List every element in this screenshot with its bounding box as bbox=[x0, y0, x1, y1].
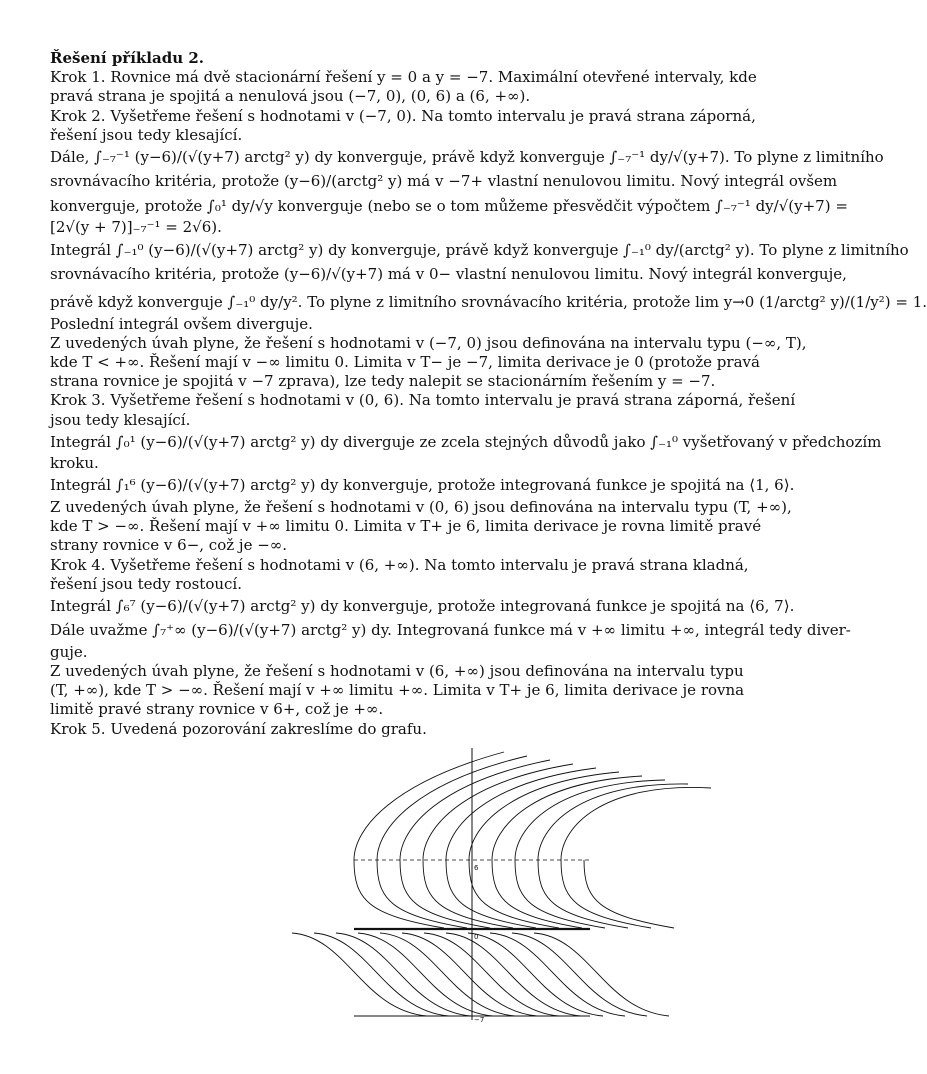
text-line: kroku. bbox=[50, 454, 99, 473]
solution-curve-between-0-and-6 bbox=[584, 860, 674, 928]
solution-curve-above-6 bbox=[423, 764, 573, 860]
text-line: Krok 3. Vyšetřeme řešení s hodnotami v (0, 6). Na tomto intervalu je pravá strana záporná, řešení bbox=[50, 391, 796, 410]
text-line: Z uvedených úvah plyne, že řešení s hodnotami v (0, 6) jsou definována na intervalu typu (T, +∞), bbox=[50, 497, 792, 516]
text-line: srovnávacího kritéria, protože (y−6)/√(y+7) má v 0− vlastní nenulovou limitu. Nový integrál konverguje, bbox=[50, 265, 847, 284]
text-line: Integrál ∫₀¹ (y−6)/(√(y+7) arctg² y) dy diverguje ze zcela stejných důvodů jako ∫₋₁⁰ vyšetřovaný v předchozím bbox=[50, 432, 882, 451]
text-line: srovnávacího kritéria, protože (y−6)/(arctg² y) má v −7+ vlastní nenulovou limitu. Nový integrál ovšem bbox=[50, 172, 838, 191]
text-line: Krok 5. Uvedená pozorování zakreslíme do grafu. bbox=[50, 719, 427, 738]
solution-curve-between-minus7-and-0 bbox=[314, 933, 449, 1016]
text-line: právě když konverguje ∫₋₁⁰ dy/y². To plyne z limitního srovnávacího kritéria, protože lim y→0 (1/arctg² y)/(1/y²) = 1. bbox=[50, 292, 927, 311]
solution-curve-between-minus7-and-0 bbox=[292, 933, 427, 1016]
text-line: kde T > −∞. Řešení mají v +∞ limitu 0. Limita v T+ je 6, limita derivace je rovna limitě pravé bbox=[50, 517, 762, 536]
text-line: Poslední integrál ovšem diverguje. bbox=[50, 314, 313, 333]
text-line: Dále, ∫₋₇⁻¹ (y−6)/(√(y+7) arctg² y) dy konverguje, právě když konverguje ∫₋₇⁻¹ dy/√(y+7). To plyne z limitního bbox=[50, 147, 884, 166]
text-line: Integrál ∫₁⁶ (y−6)/(√(y+7) arctg² y) dy konverguje, protože integrovaná funkce je spojitá na ⟨1, 6⟩. bbox=[50, 476, 795, 495]
text-line: (T, +∞), kde T > −∞. Řešení mají v +∞ limitu +∞. Limita v T+ je 6, limita derivace je rovna bbox=[50, 681, 745, 700]
curves-between-0-and-6 bbox=[354, 860, 674, 928]
curves-between-minus7-and-0 bbox=[292, 933, 669, 1016]
solution-curve-above-6 bbox=[469, 772, 619, 860]
solution-curve-above-6 bbox=[400, 760, 550, 860]
solution-curves-plot bbox=[352, 746, 592, 1022]
solution-heading: Řešení příkladu 2. bbox=[50, 49, 204, 67]
text-line: strana rovnice je spojitá v −7 zprava), lze tedy nalepit se stacionárním řešením y = −7. bbox=[50, 372, 716, 391]
text-line: Krok 2. Vyšetřeme řešení s hodnotami v (−7, 0). Na tomto intervalu je pravá strana záporná, bbox=[50, 106, 756, 125]
text-line: strany rovnice v 6−, což je −∞. bbox=[50, 536, 288, 555]
curves-above-6 bbox=[354, 752, 711, 860]
solution-curve-above-6 bbox=[446, 768, 596, 860]
tick-label-minus7: −7 bbox=[474, 1016, 485, 1024]
tick-label-6: 6 bbox=[474, 864, 479, 872]
text-line: jsou tedy klesající. bbox=[50, 410, 191, 429]
solution-sketch-figure bbox=[352, 746, 592, 1022]
text-line: pravá strana je spojitá a nenulová jsou (−7, 0), (0, 6) a (6, +∞). bbox=[50, 87, 531, 106]
text-line: Integrál ∫₆⁷ (y−6)/(√(y+7) arctg² y) dy konverguje, protože integrovaná funkce je spojitá na ⟨6, 7⟩. bbox=[50, 596, 795, 615]
text-line: konverguje, protože ∫₀¹ dy/√y konverguje (nebo se o tom můžeme přesvědčit výpočtem ∫₋₇⁻¹ dy/√(y+7) = bbox=[50, 196, 848, 215]
text-line: [2√(y + 7)]₋₇⁻¹ = 2√6). bbox=[50, 218, 222, 237]
solution-body bbox=[50, 68, 927, 739]
text-line: řešení jsou tedy klesající. bbox=[50, 125, 243, 144]
text-line: řešení jsou tedy rostoucí. bbox=[50, 574, 242, 593]
text-line: Z uvedených úvah plyne, že řešení s hodnotami v (6, +∞) jsou definována na intervalu typu bbox=[50, 662, 744, 681]
text-line: Dále uvažme ∫₇⁺∞ (y−6)/(√(y+7) arctg² y) dy. Integrovaná funkce má v +∞ limitu +∞, integrál tedy diver- bbox=[50, 621, 851, 640]
solution-document bbox=[50, 49, 927, 739]
text-line: Integrál ∫₋₁⁰ (y−6)/(√(y+7) arctg² y) dy konverguje, právě když konverguje ∫₋₁⁰ dy/(arctg² y). To plyne z limitního bbox=[50, 240, 909, 259]
text-line: guje. bbox=[50, 642, 88, 661]
text-line: Krok 4. Vyšetřeme řešení s hodnotami v (6, +∞). Na tomto intervalu je pravá strana kladná, bbox=[50, 555, 749, 574]
text-line: Z uvedených úvah plyne, že řešení s hodnotami v (−7, 0) jsou definována na intervalu typu (−∞, T), bbox=[50, 333, 807, 352]
text-line: limitě pravé strany rovnice v 6+, což je +∞. bbox=[50, 700, 384, 719]
tick-label-0: 0 bbox=[474, 933, 479, 941]
text-line: kde T < +∞. Řešení mají v −∞ limitu 0. Limita v T− je −7, limita derivace je 0 (protože pravá bbox=[50, 353, 760, 371]
text-line: Krok 1. Rovnice má dvě stacionární řešení y = 0 a y = −7. Maximální otevřené intervaly, kde bbox=[50, 68, 757, 87]
solution-curve-between-0-and-6 bbox=[561, 860, 651, 928]
solution-curve-above-6 bbox=[538, 784, 688, 860]
solution-curve-above-6 bbox=[561, 787, 711, 860]
solution-curve-between-0-and-6 bbox=[538, 860, 628, 928]
